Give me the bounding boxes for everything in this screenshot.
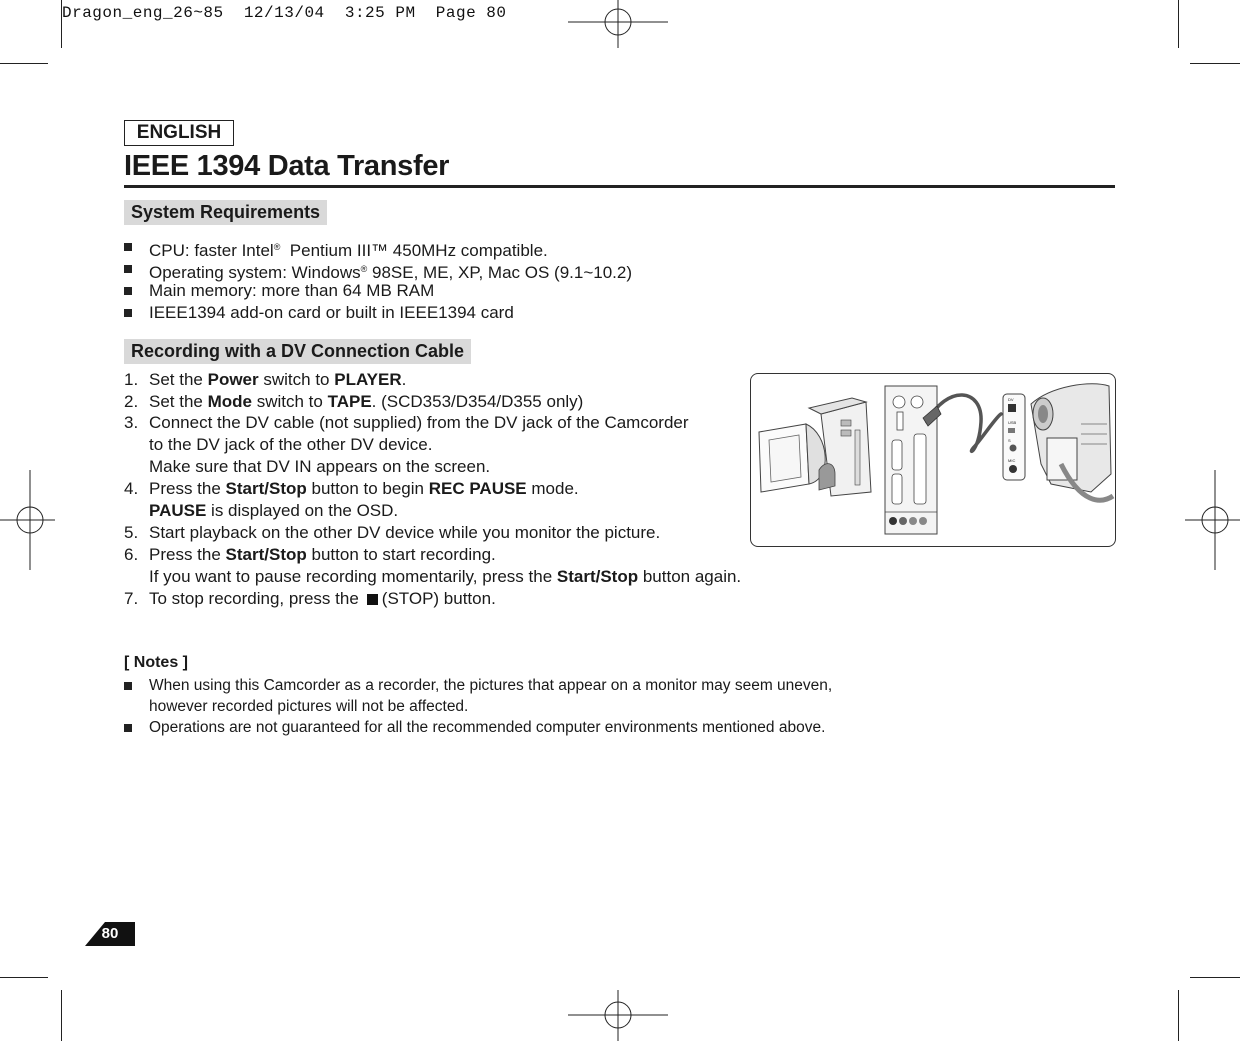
step-4: Press the Start/Stop button to begin REC PAUSE mode. (149, 479, 579, 498)
language-tab: ENGLISH (124, 120, 234, 146)
bullet (124, 682, 132, 690)
requirement-card: IEEE1394 add-on card or built in IEEE1394 card (149, 303, 514, 322)
bullet (124, 724, 132, 732)
title-divider (124, 185, 1115, 188)
registration-mark-top (568, 0, 668, 50)
jack-label-mic: MIC (1008, 458, 1016, 463)
pc-back-panel (885, 386, 937, 534)
step-5: Start playback on the other DV device while you monitor the picture. (149, 523, 661, 542)
bullet (124, 265, 132, 273)
dv-cable (927, 395, 1001, 451)
step-7: To stop recording, press the (STOP) button. (149, 589, 496, 608)
requirement-cpu: CPU: faster Intel® Pentium III™ 450MHz compatible. (149, 241, 548, 260)
step-number: 5. (124, 523, 139, 542)
print-slug: Dragon_eng_26~85 12/13/04 3:25 PM Page 80 (62, 4, 507, 22)
connection-illustration (750, 373, 1116, 547)
requirement-memory: Main memory: more than 64 MB RAM (149, 281, 435, 300)
step-3-line-1: Connect the DV cable (not supplied) from the DV jack of the Camcorder (149, 413, 689, 432)
camcorder-illustration (1031, 384, 1113, 500)
step-6: Press the Start/Stop button to start recording. (149, 545, 496, 564)
step-6-sub: If you want to pause recording momentarily, press the Start/Stop button again. (149, 567, 742, 586)
page-title: IEEE 1394 Data Transfer (124, 150, 450, 182)
step-2: Set the Mode switch to TAPE. (SCD353/D354/D355 only) (149, 392, 584, 411)
step-number: 3. (124, 413, 139, 432)
jack-label-usb: USB (1008, 420, 1017, 425)
jack-label-dv: DV (1008, 397, 1014, 402)
step-number: 2. (124, 392, 139, 411)
note-1-line-1: When using this Camcorder as a recorder, the pictures that appear on a monitor may seem uneven, (149, 677, 833, 694)
jack-label-s: S (1008, 438, 1011, 443)
pc-camcorder-diagram (751, 374, 1115, 546)
registration-mark-bottom (568, 990, 668, 1041)
bullet (124, 287, 132, 295)
bullet (124, 309, 132, 317)
step-number: 4. (124, 479, 139, 498)
registration-mark-right (1185, 470, 1240, 570)
registration-mark-left (0, 470, 55, 570)
page-number-text: 80 (101, 925, 119, 942)
note-1-line-2: however recorded pictures will not be affected. (149, 698, 469, 715)
camcorder-jack-panel (1003, 394, 1025, 480)
notes-heading: [ Notes ] (124, 654, 188, 671)
step-number: 6. (124, 545, 139, 564)
requirement-os: Operating system: Windows® 98SE, ME, XP, Mac OS (9.1~10.2) (149, 263, 633, 282)
section-heading-recording: Recording with a DV Connection Cable (124, 339, 471, 364)
step-3-line-3: Make sure that DV IN appears on the screen. (149, 457, 491, 476)
section-heading-system-requirements: System Requirements (124, 200, 327, 225)
page-number (85, 922, 135, 946)
step-number: 7. (124, 589, 139, 608)
step-4-sub: PAUSE is displayed on the OSD. (149, 501, 399, 520)
step-3-line-2: to the DV jack of the other DV device. (149, 435, 433, 454)
step-number: 1. (124, 370, 139, 389)
bullet (124, 243, 132, 251)
stop-icon (367, 594, 378, 605)
step-1: Set the Power switch to PLAYER. (149, 370, 407, 389)
note-2: Operations are not guaranteed for all the recommended computer environments mentioned above. (149, 719, 826, 736)
